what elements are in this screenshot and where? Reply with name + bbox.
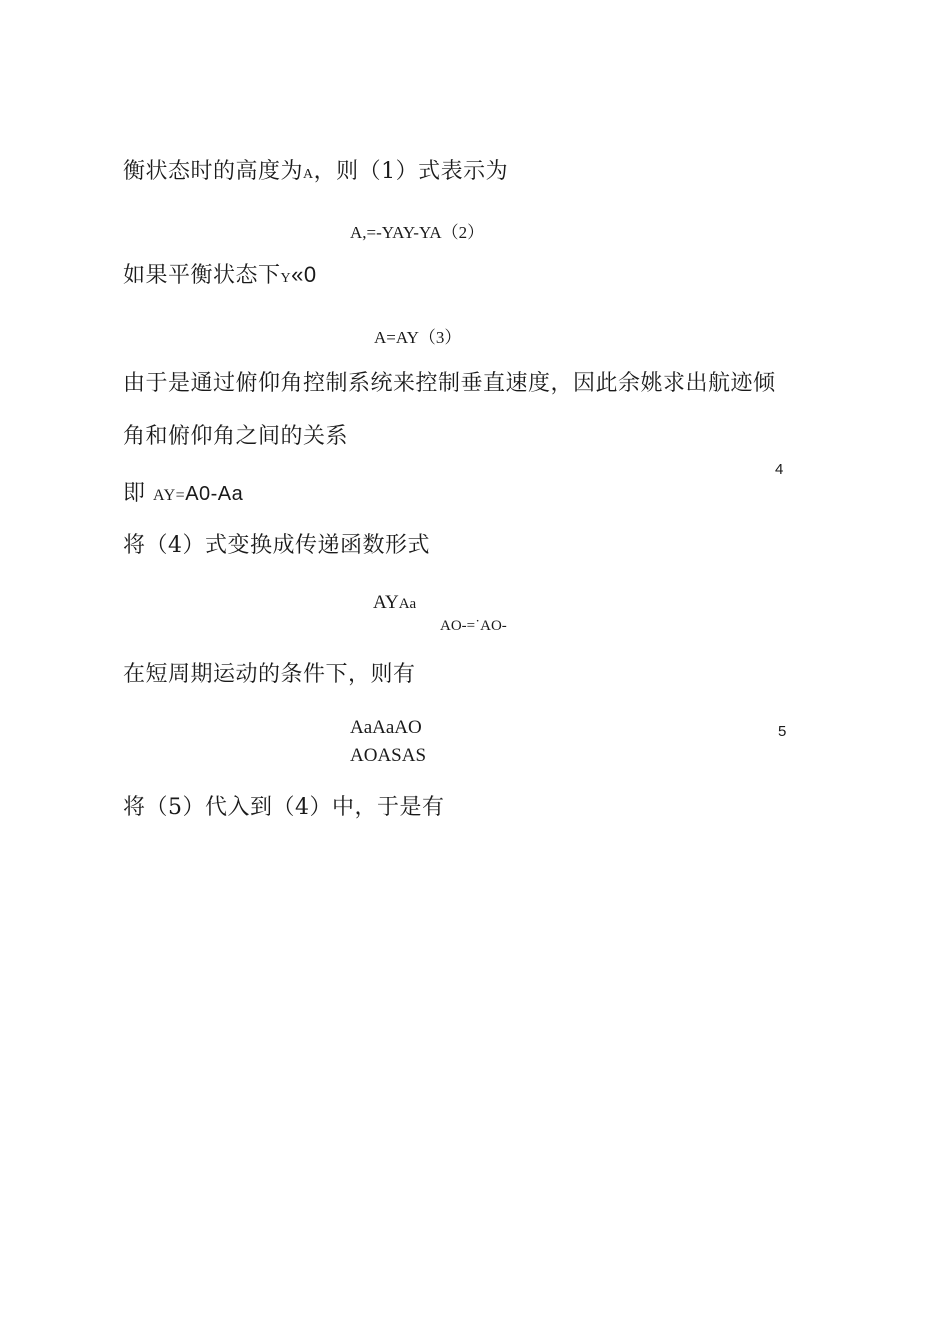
equation-4b: AO-=˙AO-: [440, 618, 507, 634]
equation-5b: AOASAS: [350, 745, 427, 766]
paragraph-line-6: 角和俯仰角之间的关系: [123, 424, 349, 449]
paragraph-line-9: 在短周期运动的条件下，则有: [123, 662, 416, 687]
equation-3: A=AY（3）: [374, 328, 462, 347]
equation-number-4: 4: [775, 461, 784, 478]
paragraph-line-10: 将（5）代入到（4）中，于是有: [123, 795, 445, 820]
paragraph-line-3: [123, 258, 317, 289]
text-3-rest: «0: [291, 262, 317, 287]
paragraph-line-5: 由于是通过俯仰角控制系统来控制垂直速度，因此余姚求出航迹倾: [123, 371, 776, 396]
paragraph-line-1: [123, 154, 508, 185]
equation-4a-sub: Aa: [398, 596, 417, 612]
text-1: 衡状态时的高度为: [123, 159, 304, 184]
equation-5a: AaAaAO: [350, 717, 422, 738]
equation-number-5: 5: [778, 723, 787, 740]
equation-4a: [373, 592, 416, 614]
text-7-prefix: 即: [123, 481, 146, 506]
paragraph-line-8: 将（4）式变换成传递函数形式: [123, 533, 430, 558]
text-1-rest: ，则（1）式表示为: [313, 159, 509, 184]
symbol-7: AY=: [153, 487, 186, 504]
equation-4a-main: AY: [373, 592, 399, 613]
symbol-1: A: [303, 167, 314, 182]
text-3: 如果平衡状态下: [123, 263, 281, 288]
paragraph-line-7: [123, 476, 243, 507]
equation-2: A,=-YAY-YA（2）: [350, 223, 485, 242]
symbol-3: Y: [280, 271, 292, 286]
equation-4-inline: A0-Aa: [185, 483, 244, 505]
